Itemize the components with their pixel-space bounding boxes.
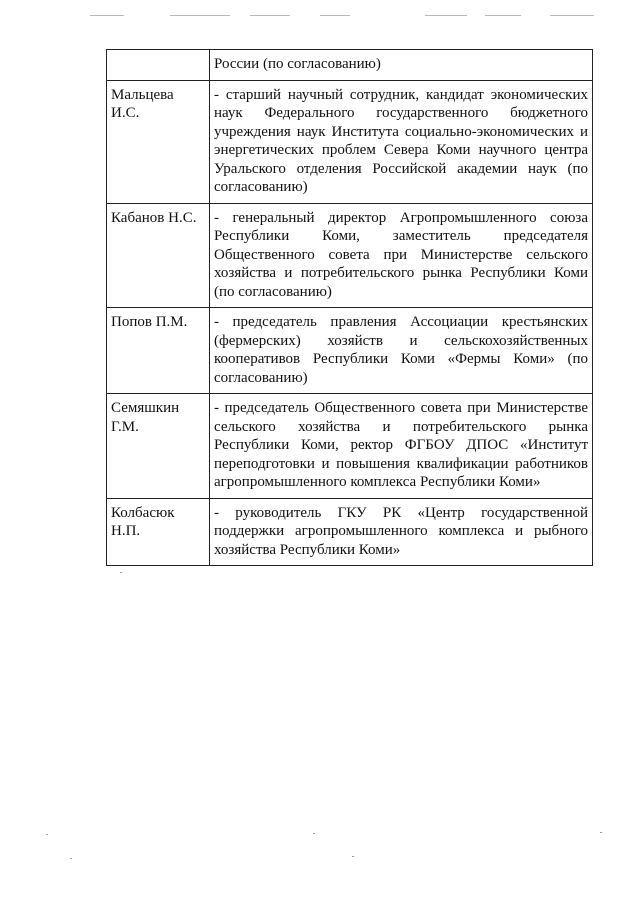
member-name-cell: Попов П.М. xyxy=(107,308,210,394)
table-row xyxy=(107,203,593,308)
member-position-cell: - председатель правления Ассоциации крестьянских (фермерских) хозяйств и сельскохозяйственных кооперативов Республики Коми «Фермы Коми» (по согласованию) xyxy=(210,308,593,394)
scan-speck xyxy=(46,834,48,835)
table-row xyxy=(107,394,593,499)
scan-speck xyxy=(313,833,315,834)
commission-members-table xyxy=(106,49,593,566)
member-position-cell: - руководитель ГКУ РК «Центр государственной поддержки агропромышленного комплекса и рыбного хозяйства Республики Коми» xyxy=(210,498,593,566)
table-row xyxy=(107,498,593,566)
member-name-cell: Семяшкин Г.М. xyxy=(107,394,210,499)
member-name-cell: Колбасюк Н.П. xyxy=(107,498,210,566)
scan-speck xyxy=(600,832,602,833)
member-position-cell: России (по согласованию) xyxy=(210,50,593,81)
table-row xyxy=(107,308,593,394)
table-row xyxy=(107,50,593,81)
scan-speck xyxy=(120,572,122,573)
member-name-cell: Кабанов Н.С. xyxy=(107,203,210,308)
member-position-cell: - генеральный директор Агропромышленного союза Республики Коми, заместитель председателя Общественного совета при Министерстве сельского хозяйства и потребительского рынка Республики Коми (по согласованию) xyxy=(210,203,593,308)
member-position-cell: - председатель Общественного совета при Министерстве сельского хозяйства и потребительского рынка Республики Коми, ректор ФГБОУ ДПОС «Институт переподготовки и повышения квалификации работников агропромышленного комплекса Республики Коми» xyxy=(210,394,593,499)
scan-speck xyxy=(70,858,72,859)
scan-speck xyxy=(352,856,354,857)
member-name-cell: Мальцева И.С. xyxy=(107,80,210,203)
scan-header-artifact xyxy=(60,13,600,19)
member-position-cell: - старший научный сотрудник, кандидат экономических наук Федерального государственного бюджетного учреждения наук Института социально-экономических и энергетических проблем Севера Коми научного центра Уральского отделения Российской академии наук (по согласованию) xyxy=(210,80,593,203)
table-row xyxy=(107,80,593,203)
member-name-cell xyxy=(107,50,210,81)
